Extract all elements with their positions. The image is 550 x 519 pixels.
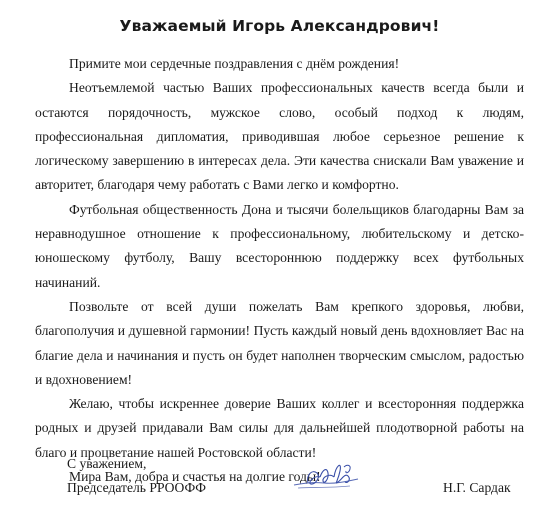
closing-regards: С уважением, (67, 456, 147, 471)
signer-position: Председатель РРООФФ (67, 480, 206, 495)
closing-block (67, 452, 206, 500)
paragraph-qualities: Неотъемлемой частью Ваших профессиональных качеств всегда были и остаются порядочность, мужское слово, особый подход к людям, профессиональная дипломатия, приводившая любое серьезное решение к логическому завершению в интересах дела. Эти качества снискали Вам уважение и авторитет, благодаря чему работать с Вами легко и комфортно. (35, 80, 524, 193)
paragraph-wishes: Позвольте от всей души пожелать Вам крепкого здоровья, любви, благополучия и душевной гармонии! Пусть каждый новый день вдохновляет Вас на благие дела и начинания и пусть он будет наполнен творческим смыслом, радостью и вдохновением! (35, 298, 524, 387)
paragraph-support: Желаю, чтобы искреннее доверие Ваших коллег и всесторонняя поддержка родных и друзей придавали Вам силы для дальнейшей плодотворной работы на благо и процветание нашей Ростовской области! (35, 396, 524, 460)
paragraph-farewell: Мира Вам, добра и счастья на долгие годы! (69, 469, 321, 485)
signer-name: Н.Г. Сардак (443, 480, 511, 495)
paragraph-greeting: Примите мои сердечные поздравления с днём рождения! (69, 56, 400, 71)
paragraph-gratitude: Футбольная общественность Дона и тысячи болельщиков благодарны Вам за неравнодушное отношение к профессиональному, любительскому и детско-юношескому футболу, Вашу всестороннюю поддержку всех футбольных начинаний. (35, 201, 524, 290)
handwritten-signature-icon (290, 455, 362, 495)
salutation: Уважаемый Игорь Александрович! (119, 17, 440, 35)
letter (35, 0, 524, 489)
letter-body (35, 52, 524, 489)
